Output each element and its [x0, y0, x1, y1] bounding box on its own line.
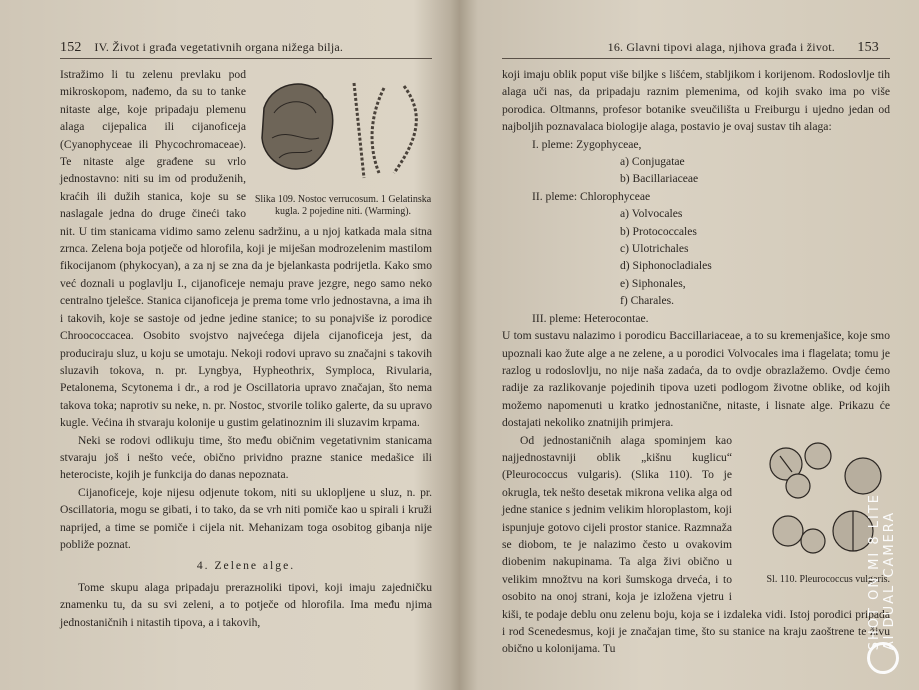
class-3-label: III. pleme: Heterocontae. — [532, 311, 649, 325]
right-header-rule — [502, 58, 890, 59]
left-page-body — [60, 66, 432, 631]
right-page-body — [502, 66, 890, 658]
right-intro: koji imaju oblik poput više biljke s lišćem, stabljikom i korijenom. Rodoslovlje tih alaga uči nas, da pripadaju raznim plemenima, od kojih svako ima po više porodica. Oltmanns, profesor botanike sveučilišta u Freiburgu i ujedno jedan od najboljih poznavalaca biologije alaga, postavio je ovaj sustav tih alaga: — [502, 68, 890, 134]
left-paragraph-1-text: Istražimo li tu zelenu prevlaku pod mikroskopom, nađemo, da su to tanke nitaste alge, koje pripadaju plemenu alaga cijepalica ili cijanoficeja (Cyanophyceae ili Phycochromaceae). Te nitaste alge građene su vrlo jednostavno: niti su im od produženih, kraćih ili dužih stanica, koje su se naslagale jedna do druge čineći tako nit. U tim stanicama vidimo samo zelenu sadržinu, a u njoj katkada mala sitna zrnca. Zelena boja potječe od hlorofila, koji je miješan modrozelenim mastilom fikocijanom (phykocyan), a za nj se zna da je bjelankasta podrijetla. Kako smo već doznali u poglavlju I., cijanoficeje nemaju prave jezgre, nego samo neko centralno tjelešce. Stanica cijanoficeja je prema tome vrlo jednostavna, a ima ih i takovih, koje se sastoje od jedne jedine stanice; to su ponajviše iz porodice Chroococcacea. Osobito svojstvo najvećega dijela cijanoficeja jest, da produciraju sluz, u koju se umotaju. Nekoji rodovi upravo su značajni s takovih sluzavih tokova, n. pr. Lyngbya, Hypheothrix, Symploca, Rivularia, Petalonema, Scytonema i dr., a rod je Oscillatoria upravo značajan, što nema takova toka; naprotiv su neke, n. pr. Nostoc, stvorile toliko galerte, da su upravo kugle. Većina ih stvaraju kolonije u gustim gelatinoznim ili sluzavim krpama. — [60, 68, 432, 430]
class-2-item-d: d) Siphonocladiales — [620, 259, 712, 273]
class-1-item-a: a) Conjugatae — [620, 155, 685, 169]
figure-109-caption: Slika 109. Nostoc verrucosum. 1 Gelatinska kugla. 2 pojedine niti. (Warming). — [254, 194, 432, 217]
watermark-line-2: AI DUAL CAMERA — [882, 510, 897, 650]
right-paragraph-2: U tom sustavu nalazimo i porodicu Baccillariaceae, a to su kremenjašice, koje smo upoznali kao žute alge a ne zelene, a u porodici Volvocales ima i flagelata; tomu je razlog u rodoslovlju, no nije naša zadaća, da to ovdje obrazlažemo. Ovdje ćemo radije za razlikovanje pojedinih tipova uzeti podlogom životne oblike, od kojih možemo napomenuti u kratko jednostanične, nitaste, i lisnate alge. Prikazu će dostajati nekoliko znatnijih primjera. — [502, 329, 890, 430]
class-2-label: II. pleme: Chlorophyceae — [532, 189, 651, 203]
figure-110-caption: Sl. 110. Pleurococcus vulgaris. — [766, 573, 890, 585]
camera-logo-icon — [867, 642, 899, 674]
left-paragraph-2: Neki se rodovi odlikuju time, što među običnim vegetativnim stanicama stvaraju još i nešto veće, obično prividno prazne stanice medašice ili heterociste, kojih je funkcija do danas nepoznata. — [60, 433, 432, 482]
class-2-item-c: c) Ulotrichales — [620, 242, 689, 256]
left-running-head: IV. Život i građa vegetativnih organa nižega bilja. — [94, 40, 344, 54]
class-1-label: I. pleme: Zygophyceae, — [532, 137, 642, 151]
section-title: 4. Zelene alge. — [196, 559, 296, 573]
classification-list — [502, 136, 890, 327]
left-paragraph-4: Tome skupu alaga pripadaju prerazноliki tipovi, koji imaju zajedničku znamenku tu, da su svi zeleni, a to potječe od hlorofila. Ima među njima jednostaničnih i nitastih tipova, a i takovih, — [60, 580, 432, 629]
left-paragraph-3: Cijanoficeje, koje nijesu odjenute tokom, niti su uklopljene u sluz, n. pr. Oscillatoria, mogu se gibati, i to tako, da se vrh niti pomiče kao u spirali i kruži naprijed, a time se pomiče i cijela nit. Mehanizam toga osobitog gibanja nije pobliže poznat. — [60, 485, 432, 551]
left-page — [0, 0, 452, 690]
left-header-rule — [60, 58, 432, 59]
class-2-items — [532, 205, 890, 309]
right-running-head: 16. Glavni tipovi alaga, njihova građa i život. — [607, 40, 835, 54]
right-page — [458, 0, 919, 690]
class-2-item-a: a) Volvocales — [620, 207, 683, 221]
figure-109 — [254, 68, 432, 218]
camera-watermark — [867, 493, 897, 650]
left-page-header — [60, 40, 442, 56]
class-1-item-b: b) Bacillariaceae — [620, 172, 699, 186]
right-paragraph-3-text: Od jednostaničnih alaga spominjem kao najjednostavniji oblik „kišnu kuglicu“ (Pleurococcus vulgaris). (Slika 110). To je okrugla, tek nešto desetak mikrona velika alga od jedne stanice s jednim velikim hloroplastom, koji ispunjuje gotovo cijeli prostor stanice. Razmnaža se diobom, te je nalazimo često u ovakovim diobenim nakupinama. Ta alga živi obično u velikim množtvu na kori šumskoga drveća, i to osobito na onoj strani, koja je izložena vjetru i kiši, te podaje deblu onu zelenu boju, koja se i izdaleka vidi. Istoj porodici pripada i rod Scenedesmus, koji je značajan time, što su stanice na kraju zaoštrene te živu obično u kolonijama. Tu — [502, 433, 890, 656]
right-page-number: 153 — [857, 40, 879, 55]
left-paragraph-1 — [60, 66, 432, 432]
right-page-header — [488, 40, 879, 56]
nostoc-illustration — [254, 68, 432, 188]
class-2-item-e: e) Siphonales, — [620, 276, 686, 290]
right-paragraph-3 — [502, 432, 890, 658]
class-1-items — [532, 153, 890, 188]
class-2-item-b: b) Protococcales — [620, 224, 697, 238]
watermark-line-1: SHOT ON MI 8 LITE — [867, 492, 882, 650]
left-page-number: 152 — [60, 40, 82, 55]
class-2-item-f: f) Charales. — [620, 294, 675, 308]
